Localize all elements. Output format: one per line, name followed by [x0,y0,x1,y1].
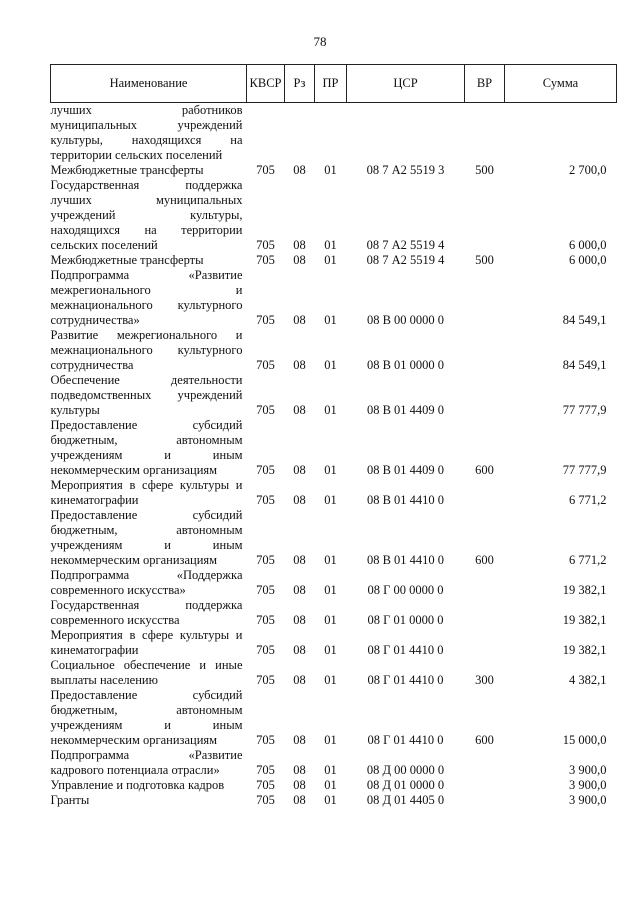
cell-csr: 08 Г 01 4410 0 [367,673,444,687]
table-header-row [51,65,617,103]
cell-name: Государственная поддержка современного искусства [50,598,243,627]
table-row [51,688,617,748]
cell-pr: 01 [324,238,337,252]
cell-csr: 08 В 00 0000 0 [366,313,445,327]
cell-rz: 08 [293,238,306,252]
cell-rz: 08 [293,358,306,372]
table-row [51,103,617,164]
cell-csr [347,103,465,164]
cell-rz: 08 [293,763,306,777]
cell-rz: 08 [293,463,306,477]
cell-sum [505,103,617,164]
cell-vr: 500 [475,253,494,267]
cell-sum: 6 000,0 [569,238,607,252]
table-row [51,658,617,688]
cell-sum: 6 771,2 [569,553,607,567]
cell-sum: 19 382,1 [562,643,607,657]
cell-sum: 77 777,9 [562,463,607,477]
cell-sum: 6 000,0 [569,253,607,267]
header-vr: ВР [465,65,505,103]
cell-pr: 01 [324,673,337,687]
table-row [51,793,617,808]
table-row [51,598,617,628]
cell-kvsr: 705 [256,253,275,267]
header-kvsr: КВСР [247,65,285,103]
cell-csr: 08 Г 01 0000 0 [367,613,444,627]
cell-vr: 600 [475,733,494,747]
cell-pr: 01 [324,793,337,807]
cell-vr [465,328,505,373]
cell-name: Подпрограмма «Развитие кадрового потенциала отрасли» [50,748,243,777]
cell-name: Предоставление субсидий бюджетным, автономным учреждениям и иным некоммерческим организациям [50,418,243,477]
cell-sum: 15 000,0 [562,733,607,747]
cell-pr: 01 [324,463,337,477]
cell-csr: 08 Д 00 0000 0 [366,763,445,777]
cell-csr: 08 В 01 4409 0 [366,463,445,477]
cell-name: Подпрограмма «Поддержка современного искусства» [50,568,243,597]
cell-csr: 08 В 01 4410 0 [366,553,445,567]
cell-name: Развитие межрегионального и межнационального культурного сотрудничества [50,328,243,372]
cell-pr: 01 [324,163,337,177]
cell-sum: 3 900,0 [569,793,607,807]
cell-rz: 08 [293,313,306,327]
cell-csr: 08 7 А2 5519 3 [366,163,445,177]
cell-kvsr: 705 [256,493,275,507]
table-row [51,628,617,658]
cell-kvsr: 705 [256,238,275,252]
table-row [51,268,617,328]
cell-pr: 01 [324,763,337,777]
cell-rz: 08 [293,253,306,267]
header-rz: Рз [285,65,315,103]
cell-csr: 08 Д 01 4405 0 [366,793,445,807]
cell-kvsr: 705 [256,313,275,327]
cell-csr: 08 Г 01 4410 0 [367,643,444,657]
cell-kvsr: 705 [256,613,275,627]
cell-csr: 08 Д 01 0000 0 [366,778,445,792]
cell-name: Мероприятия в сфере культуры и кинематографии [50,478,243,507]
cell-vr: 300 [475,673,494,687]
cell-vr [465,778,505,793]
cell-vr [465,373,505,418]
cell-csr: 08 В 01 4410 0 [366,493,445,507]
cell-vr: 600 [475,553,494,567]
cell-sum: 19 382,1 [562,583,607,597]
cell-pr: 01 [324,253,337,267]
cell-rz: 08 [293,778,306,792]
cell-name: Межбюджетные трансферты [50,253,204,267]
cell-pr: 01 [324,643,337,657]
table-row [51,748,617,778]
cell-pr: 01 [324,403,337,417]
budget-table [50,64,617,808]
cell-rz: 08 [293,643,306,657]
cell-vr [465,268,505,328]
table-row [51,418,617,478]
cell-vr: 600 [475,463,494,477]
cell-vr [465,793,505,808]
table-row [51,568,617,598]
cell-sum: 77 777,9 [562,403,607,417]
page-number: 78 [313,34,327,49]
cell-rz: 08 [293,613,306,627]
cell-csr: 08 7 А2 5519 4 [366,238,445,252]
cell-name: Предоставление субсидий бюджетным, автономным учреждениям и иным некоммерческим организациям [50,688,243,747]
header-pr: ПР [315,65,347,103]
cell-pr: 01 [324,583,337,597]
cell-rz: 08 [293,493,306,507]
table-row [51,253,617,268]
cell-name: Межбюджетные трансферты [50,163,204,177]
cell-kvsr: 705 [256,463,275,477]
cell-pr [315,103,347,164]
cell-name: Государственная поддержка лучших муниципальных учреждений культуры, находящихся на территории сельских поселений [50,178,243,252]
cell-rz: 08 [293,583,306,597]
cell-kvsr: 705 [256,778,275,792]
cell-kvsr: 705 [256,553,275,567]
table-row [51,328,617,373]
cell-sum: 19 382,1 [562,613,607,627]
cell-sum: 3 900,0 [569,763,607,777]
cell-vr [465,598,505,628]
table-row [51,178,617,253]
cell-csr: 08 Г 01 4410 0 [367,733,444,747]
header-csr: ЦСР [347,65,465,103]
cell-name: лучших работников муниципальных учреждений культуры, находящихся на территории сельских поселений [50,103,243,162]
table-row [51,478,617,508]
header-sum: Сумма [505,65,617,103]
cell-rz [285,103,315,164]
cell-kvsr: 705 [256,643,275,657]
cell-name: Управление и подготовка кадров [50,778,225,792]
cell-rz: 08 [293,793,306,807]
cell-sum: 2 700,0 [569,163,607,177]
cell-name: Мероприятия в сфере культуры и кинематографии [50,628,243,657]
cell-pr: 01 [324,778,337,792]
cell-vr [465,568,505,598]
cell-name: Обеспечение деятельности подведомственных учреждений культуры [50,373,243,417]
cell-rz: 08 [293,553,306,567]
cell-rz: 08 [293,673,306,687]
cell-csr: 08 В 01 0000 0 [366,358,445,372]
cell-pr: 01 [324,313,337,327]
cell-sum: 4 382,1 [569,673,607,687]
cell-pr: 01 [324,613,337,627]
cell-vr: 500 [475,163,494,177]
cell-pr: 01 [324,733,337,747]
cell-pr: 01 [324,493,337,507]
cell-csr: 08 В 01 4409 0 [366,403,445,417]
cell-kvsr: 705 [256,163,275,177]
cell-name: Гранты [50,793,90,807]
cell-vr [465,103,505,164]
table-row [51,163,617,178]
cell-sum: 84 549,1 [562,313,607,327]
cell-pr: 01 [324,358,337,372]
header-name: Наименование [51,65,247,103]
cell-kvsr: 705 [256,583,275,597]
cell-csr: 08 Г 00 0000 0 [367,583,444,597]
cell-kvsr: 705 [256,793,275,807]
cell-rz: 08 [293,163,306,177]
cell-sum: 6 771,2 [569,493,607,507]
cell-vr [465,478,505,508]
cell-sum: 3 900,0 [569,778,607,792]
cell-csr: 08 7 А2 5519 4 [366,253,445,267]
cell-kvsr [247,103,285,164]
table-row [51,508,617,568]
cell-name: Подпрограмма «Развитие межрегионального и межнационального культурного сотрудничества» [50,268,243,327]
cell-rz: 08 [293,733,306,747]
cell-kvsr: 705 [256,358,275,372]
cell-vr [465,628,505,658]
cell-pr: 01 [324,553,337,567]
cell-kvsr: 705 [256,673,275,687]
cell-vr [465,178,505,253]
cell-kvsr: 705 [256,733,275,747]
table-row [51,778,617,793]
cell-rz: 08 [293,403,306,417]
cell-sum: 84 549,1 [562,358,607,372]
cell-kvsr: 705 [256,403,275,417]
table-row [51,373,617,418]
cell-name: Социальное обеспечение и иные выплаты населению [50,658,243,687]
cell-name: Предоставление субсидий бюджетным, автономным учреждениям и иным некоммерческим организациям [50,508,243,567]
cell-vr [465,748,505,778]
cell-kvsr: 705 [256,763,275,777]
